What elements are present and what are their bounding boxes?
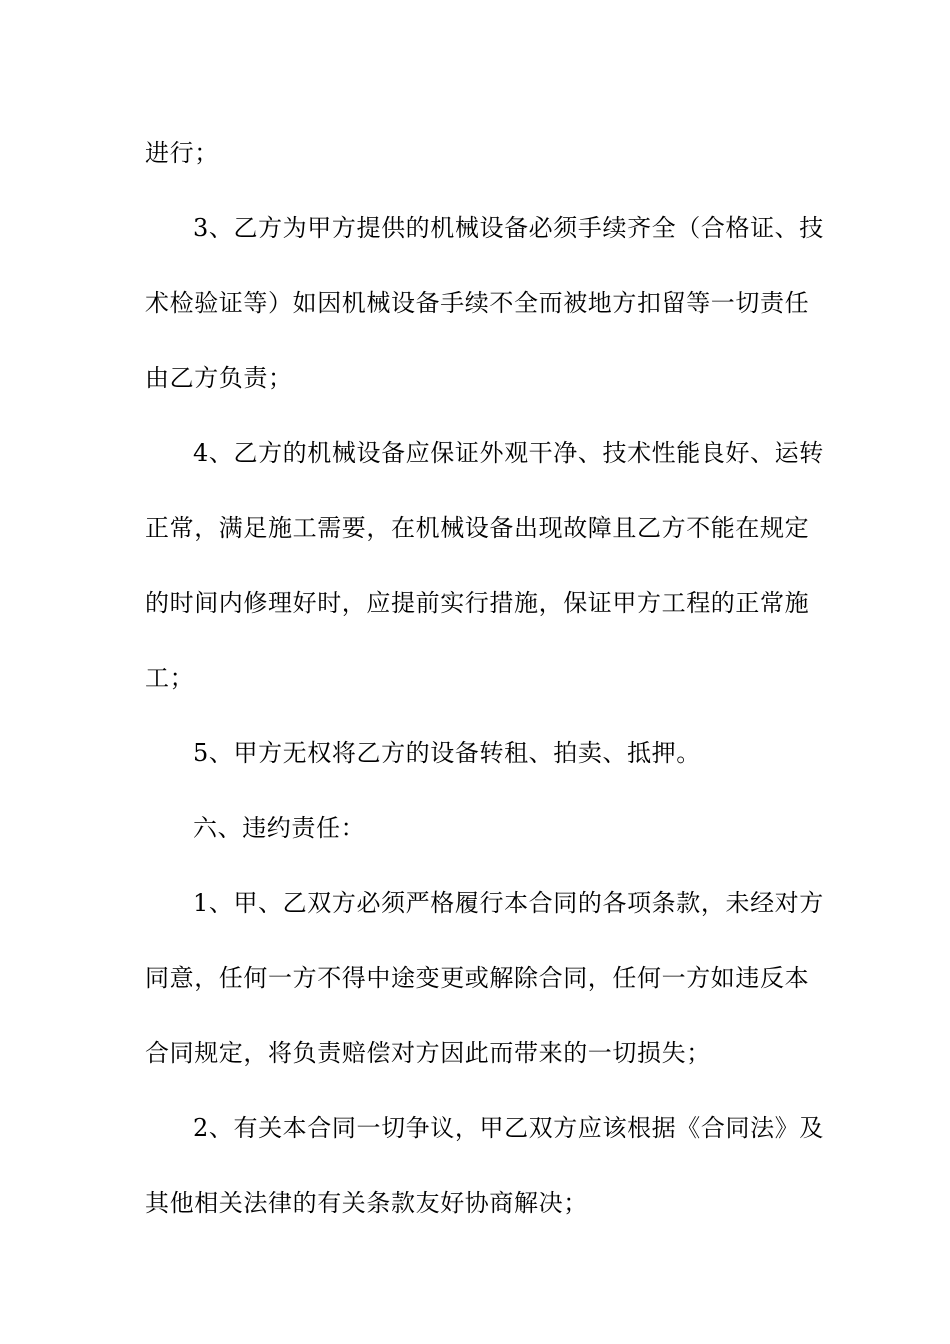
clause-5-line-1: 5、甲方无权将乙方的设备转租、拍卖、抵押。	[193, 739, 701, 767]
text-line: 进行；	[145, 139, 219, 167]
clause-4-line-2: 正常，满足施工需要，在机械设备出现故障且乙方不能在规定	[145, 514, 810, 542]
clause-3-line-2: 术检验证等）如因机械设备手续不全而被地方扣留等一切责任	[145, 289, 810, 317]
penalty-clause-1-line-3: 合同规定，将负责赔偿对方因此而带来的一切损失；	[145, 1039, 711, 1067]
clause-4-line-4: 工；	[145, 664, 195, 692]
penalty-clause-2-line-1: 2、有关本合同一切争议，甲乙双方应该根据《合同法》及	[193, 1114, 824, 1142]
penalty-clause-1-line-1: 1、甲、乙双方必须严格履行本合同的各项条款，未经对方	[193, 889, 824, 917]
clause-3-line-1: 3、乙方为甲方提供的机械设备必须手续齐全（合格证、技	[193, 214, 824, 242]
clause-3-line-3: 由乙方负责；	[145, 364, 293, 392]
section-heading-6: 六、违约责任：	[193, 814, 366, 842]
penalty-clause-2-line-2: 其他相关法律的有关条款友好协商解决；	[145, 1189, 588, 1217]
clause-4-line-1: 4、乙方的机械设备应保证外观干净、技术性能良好、运转	[193, 439, 824, 467]
clause-4-line-3: 的时间内修理好时，应提前实行措施，保证甲方工程的正常施	[145, 589, 810, 617]
penalty-clause-1-line-2: 同意，任何一方不得中途变更或解除合同，任何一方如违反本	[145, 964, 810, 992]
